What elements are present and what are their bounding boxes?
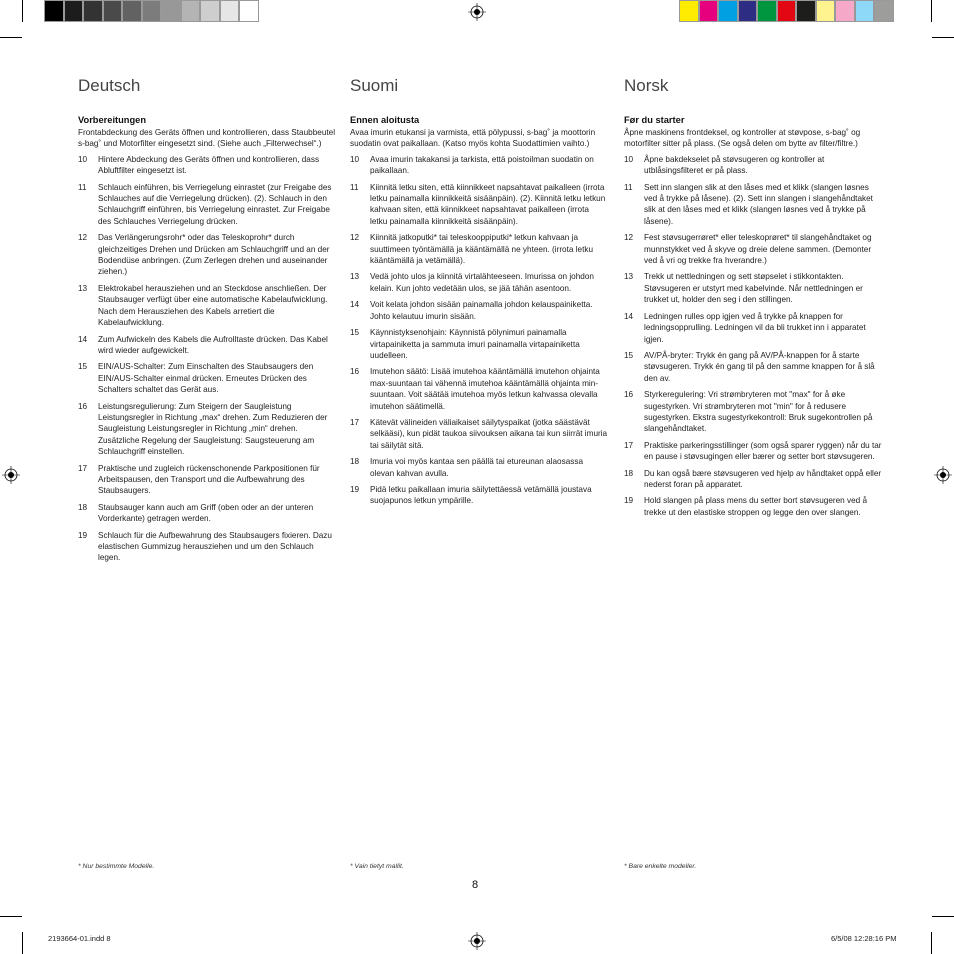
item-text: Hintere Abdeckung des Geräts öffnen und kontrollieren, dass Abluftfilter eingesetzt ist. [98,154,320,176]
item-text: Avaa imurin takakansi ja tarkista, että poistoilman suodatin on paikallaan. [370,154,594,176]
item-text: Staubsauger kann auch am Griff (oben oder an der unteren Vorderkante) getragen werden. [98,502,314,524]
instruction-item [350,232,608,266]
item-text: Kätevät välineiden väliaikaiset säilytyspaikat (jotka säästävät selkääsi), kun pidät taukoa siivouksen aikana tai kun siirrät imuria tai säilytät sitä. [370,417,608,450]
crop-mark [932,916,954,917]
color-swatch [738,0,758,22]
section-heading: Vorbereitungen [78,115,147,125]
item-text: Du kan også bære støvsugeren ved hjelp av håndtaket oppå eller nederst foran på apparatet. [644,468,882,489]
item-text: Imuria voi myös kantaa sen päällä tai etureunan alaosassa olevan kahvan avulla. [370,457,583,478]
color-swatch [679,0,699,22]
item-text: Käynnistyksenohjain: Käynnistä pölynimuri painamalla virtapainiketta ja sammuta imuri painamalla virtapainiketta uudelleen. [370,328,580,360]
item-number: 17 [350,417,360,427]
color-swatch [181,0,201,22]
item-number: 18 [78,502,88,512]
instruction-item [624,182,882,228]
color-swatch [718,0,738,22]
item-text: Sett inn slangen slik at den låses med et klikk (slangen løsnes ved å trykke på låsene). (2). Sett inn slangen i slangehåndtaket slik at den låses med et klikk (slangen løsnes ved å trykke på låsene). [644,182,873,226]
item-number: 15 [624,350,634,360]
instruction-item [350,484,608,507]
slug-date: 6/5/08 12:28:16 PM [831,934,897,943]
color-swatch [200,0,220,22]
color-swatch [103,0,123,22]
color-swatch [239,0,259,22]
registration-mark-icon [2,466,20,484]
crop-mark [932,37,954,38]
item-number: 14 [350,300,360,310]
item-number: 11 [78,182,87,192]
item-number: 16 [78,401,88,411]
crop-mark [0,37,22,38]
item-number: 18 [350,457,360,467]
item-text: AV/PÅ-bryter: Trykk én gang på AV/PÅ-knappen for å starte støvsugeren. Trykk én gang til på den samme knappen for å slå den av. [644,350,875,383]
language-title: Deutsch [78,76,141,95]
item-text: Pidä letku paikallaan imuria säilytettäessä vetämällä joustava suojapunos letkun ympärille. [370,484,592,506]
item-number: 18 [624,468,634,478]
instruction-item [78,154,336,177]
footnote: * Vain tietyt mallit. [350,863,404,870]
item-number: 19 [78,530,88,540]
instruction-item [624,495,882,518]
crop-mark [931,932,932,954]
color-swatch [855,0,875,22]
item-number: 17 [78,463,88,473]
instruction-list [350,154,608,507]
item-number: 16 [350,367,360,377]
instruction-list [78,154,336,564]
grayscale-color-bar [44,0,259,22]
color-swatch [83,0,103,22]
color-swatch [796,0,816,22]
item-number: 11 [350,182,359,192]
item-text: Kiinnitä letku siten, että kiinnikkeet napsahtavat paikalleen (irrota letku painamalla kiinnikkeitä sisäänpäin). (2). Kiinnitä letku letkun kahvaan siten, että kiinnikkeet napsahtavat paikalleen (irrota letku painamalla kiinnikkeitä sisäänpäin). [370,182,606,226]
color-swatch [757,0,777,22]
instruction-item [350,154,608,177]
item-number: 12 [78,233,88,243]
color-swatch [835,0,855,22]
item-text: Hold slangen på plass mens du setter bort støvsugeren ved å trekke ut den elastiske stroppen og legge den over slangen. [644,496,868,517]
registration-mark-icon [468,932,486,950]
instruction-item [624,154,882,177]
color-swatch [122,0,142,22]
item-text: Das Verlängerungsrohr* oder das Teleskoprohr* durch gleichzeitiges Drehen und Drücken am Schlauchgriff und an der Bodendüse anbringen. (Zum Zerlegen drehen und auseinander ziehen.) [98,233,330,277]
instruction-item [350,299,608,322]
instruction-item [78,334,336,357]
instruction-item [78,232,336,278]
crop-mark [22,932,23,954]
instruction-item [78,502,336,525]
section-heading: Før du starter [624,115,685,125]
item-text: Voit kelata johdon sisään painamalla johdon kelauspainiketta. Johto kelautuu imurin sisään. [370,300,593,321]
item-number: 13 [624,272,634,282]
intro-paragraph: Frontabdeckung des Geräts öffnen und kontrollieren, dass Staubbeutel s-bag˚ und Motorfilter eingesetzt sind. (Siehe auch „Filterwechsel“.) [78,128,336,149]
instruction-item [350,366,608,412]
instruction-item [78,361,336,395]
column-suomi [350,76,608,512]
item-text: Fest støvsugerrøret* eller teleskoprøret* til slangehåndtaket og munnstykket ved å skyve og dreie delene sammen. (Demonter ved å vri og trekke fra hverandre.) [644,233,872,266]
column-norsk [624,76,882,523]
language-title: Suomi [350,76,399,95]
slug-file-name: 2193664-01.indd 8 [48,934,111,943]
item-number: 15 [350,328,360,338]
item-text: Åpne bakdekselet på støvsugeren og kontroller at utblåsingsfilteret er på plass. [644,154,825,176]
instruction-item [624,389,882,435]
instruction-item [78,463,336,497]
item-number: 10 [350,154,360,164]
item-text: Kiinnitä jatkoputki* tai teleskooppiputki* letkun kahvaan ja suuttimeen työntämällä ja kääntämällä ne yhteen. (irrota letku kääntämällä ja vetämällä). [370,233,594,266]
instruction-item [624,468,882,491]
footnote: * Nur bestimmte Modelle. [78,863,155,870]
instruction-item [624,232,882,266]
color-swatch [816,0,836,22]
item-number: 12 [624,233,634,243]
instruction-item [624,271,882,305]
color-swatch [64,0,84,22]
item-text: Praktiske parkeringsstillinger (som også sparer ryggen) når du tar en pause i støvsugingen eller bærer og setter bort støvsugeren. [644,440,882,462]
registration-mark-icon [468,3,486,21]
intro-paragraph: Avaa imurin etukansi ja varmista, että pölypussi, s-bag˚ ja moottorin suodatin ovat paikallaan. (Katso myös kohta Suodattimien vaihto.) [350,128,596,149]
color-swatch [874,0,894,22]
color-swatch [699,0,719,22]
item-number: 14 [624,311,634,321]
crop-mark [931,0,932,22]
intro-paragraph: Åpne maskinens frontdeksel, og kontroller at støvpose, s-bag˚ og motorfilter sitter på plass. (Se også delen om bytte av filter/filtre.) [624,128,861,149]
item-number: 13 [78,283,88,293]
instruction-item [78,530,336,564]
item-number: 10 [624,154,634,164]
item-number: 17 [624,440,634,450]
instruction-item [624,311,882,345]
item-text: EIN/AUS-Schalter: Zum Einschalten des Staubsaugers den EIN/AUS-Schalter einmal drücken. Erneutes Drücken des Schalters schaltet das Gerät aus. [98,362,314,395]
footnote: * Bare enkelte modeller. [624,863,697,870]
color-swatch [777,0,797,22]
item-text: Leistungsregulierung: Zum Steigern der Saugleistung Leistungsregler in Richtung „max“ drehen. Zum Reduzieren der Saugleistung Leistungsregler in Richtung „min“ drehen. Zusätzliche Regelung der Saugleistung: Saugsteuerung am Schlauchgriff einstellen. [98,401,328,457]
item-number: 11 [624,182,633,192]
color-swatch [142,0,162,22]
item-text: Praktische und zugleich rückenschonende Parkpositionen für Arbeitspausen, den Transport und die Aufbewahrung des Staubsaugers. [98,463,320,496]
item-text: Schlauch für die Aufbewahrung des Staubsaugers fixieren. Dazu elastischen Gummizug herausziehen und um den Schlauch legen. [98,530,332,563]
instruction-item [624,350,882,384]
page-number: 8 [472,879,479,891]
item-text: Imutehon säätö: Lisää imutehoa kääntämällä imutehon ohjainta max-suuntaan tai vähennä imutehoa kääntämällä ohjainta min-suuntaan. Voit säätää imutehoa myös letkun kahvassa olevalla imutehon säätimellä. [370,367,600,411]
item-text: Vedä johto ulos ja kiinnitä virtalähteeseen. Imurissa on johdon kelain. Kun johto vedetään ulos, se jää tähän asentoon. [370,272,594,293]
color-swatch [161,0,181,22]
instruction-item [78,182,336,228]
instruction-item [624,440,882,463]
crop-mark [22,0,23,22]
item-text: Styrkeregulering: Vri strømbryteren mot "max" for å øke sugestyrken. Vri strømbryteren mot "min" for å redusere sugestyrken. Ekstra sugestyrkekontroll: Bruk sugekontrollen på slangehåndtaket. [644,390,873,434]
item-text: Ledningen rulles opp igjen ved å trykke på knappen for ledningsopprulling. Ledningen vil da bli trukket inn i apparatet igjen. [644,311,866,344]
instruction-item [78,401,336,458]
registration-mark-icon [934,466,952,484]
column-deutsch [78,76,336,569]
item-number: 13 [350,272,360,282]
cmyk-color-bar [679,0,894,22]
instruction-item [350,456,608,479]
item-number: 16 [624,390,634,400]
item-number: 19 [624,496,634,506]
instruction-item [350,271,608,294]
instruction-item [350,417,608,451]
item-text: Trekk ut nettledningen og sett støpselet i stikkontakten. Støvsugeren er utstyrt med kabelvinde. Når nettledningen er trukket ut, holder den seg i den stillingen. [644,272,863,305]
color-swatch [220,0,240,22]
item-number: 14 [78,334,88,344]
item-text: Elektrokabel herausziehen und an Steckdose anschließen. Der Staubsauger verfügt über eine automatische Kabelaufwicklung. Nach dem Herausziehen des Kabels arretiert die Kabelaufwicklung. [98,283,328,328]
instruction-item [78,283,336,329]
item-number: 12 [350,233,360,243]
item-number: 19 [350,484,360,494]
instruction-item [350,327,608,361]
item-text: Zum Aufwickeln des Kabels die Aufrolltaste drücken. Das Kabel wird wieder aufgewickelt. [98,334,328,355]
section-heading: Ennen aloitusta [350,115,420,125]
language-title: Norsk [624,76,669,95]
item-number: 15 [78,362,88,372]
color-swatch [44,0,64,22]
instruction-list [624,154,882,518]
instruction-item [350,182,608,228]
item-text: Schlauch einführen, bis Verriegelung einrastet (zur Freigabe des Schlauches auf die Verriegelung drücken). (2). Schlauch in den Schlauchgriff einführen, bis Verriegelung einrastet. Zur Freigabe des Schlauches Verriegelung drücken. [98,182,332,226]
crop-mark [0,916,22,917]
item-number: 10 [78,154,88,164]
